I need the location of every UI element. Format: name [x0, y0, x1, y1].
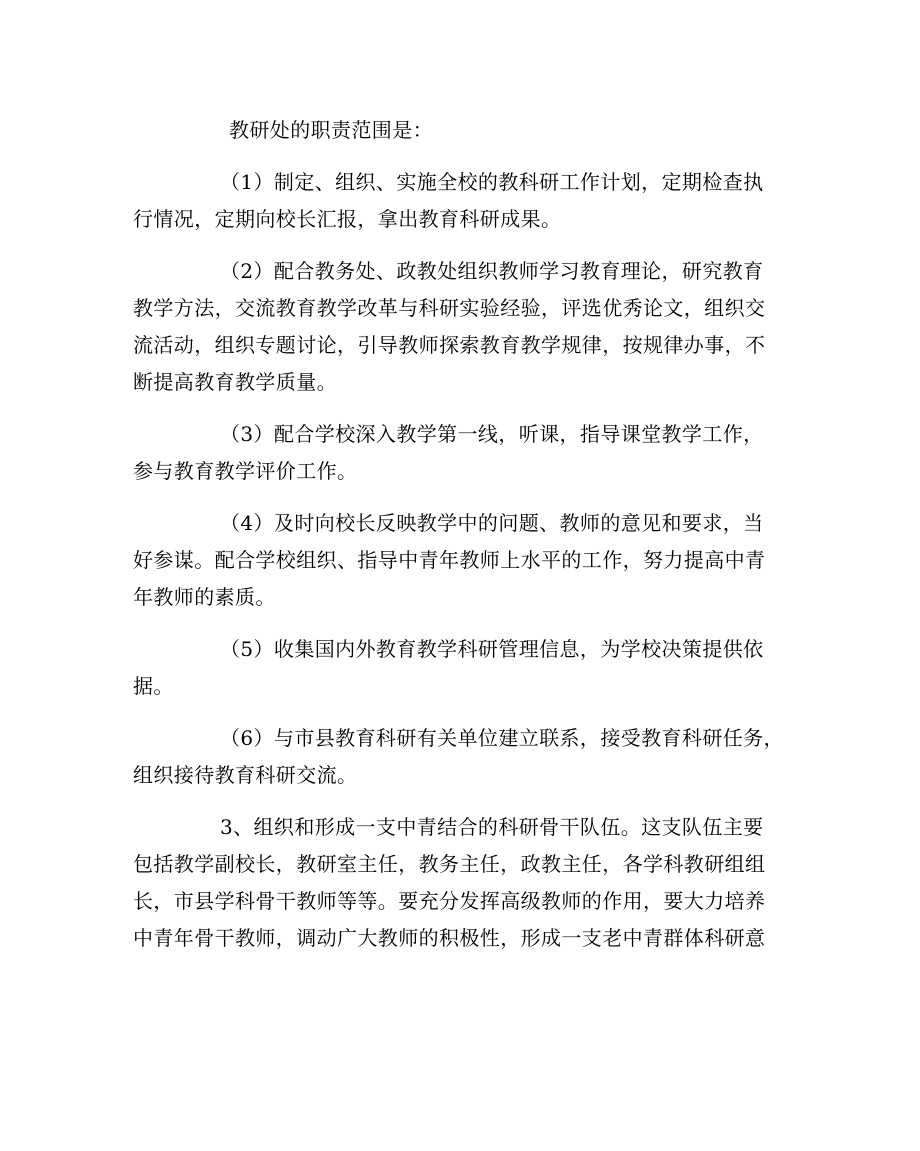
item-4-line-2: 好参谋。配合学校组织、指导中青年教师上水平的工作，努力提高中青	[133, 548, 766, 572]
item-2-paragraph	[133, 253, 783, 401]
heading-line: 教研处的职责范围是：	[229, 118, 433, 142]
item-2-line-2: 教学方法，交流教育教学改革与科研实验经验，评选优秀论文，组织交	[133, 296, 766, 320]
item-1-line-2: 行情况，定期向校长汇报，拿出教育科研成果。	[133, 207, 562, 231]
item-2-line-1: （2）配合教务处、政教处组织教师学习教育理论，研究教育	[220, 259, 764, 283]
section-3-line-4: 中青年骨干教师，调动广大教师的积极性，形成一支老中青群体科研意	[133, 926, 766, 950]
item-6-line-2: 组织接待教育科研交流。	[133, 763, 358, 787]
item-4-paragraph	[133, 505, 783, 616]
item-3-line-1: （3）配合学校深入教学第一线，听课，指导课堂教学工作，	[220, 422, 764, 446]
document-body	[133, 112, 783, 972]
section-3-line-3: 长，市县学科骨干教师等等。要充分发挥高级教师的作用，要大力培养	[133, 889, 766, 913]
item-3-line-2: 参与教育教学评价工作。	[133, 459, 358, 483]
heading-paragraph	[133, 112, 783, 149]
item-2-line-3: 流活动，组织专题讨论，引导教师探索教育教学规律，按规律办事，不	[133, 333, 766, 357]
section-3-line-2: 包括教学副校长，教研室主任，教务主任，政教主任，各学科教研组组	[133, 852, 766, 876]
item-5-line-1: （5）收集国内外教育教学科研管理信息，为学校决策提供依	[220, 637, 764, 661]
section-3-paragraph	[133, 809, 783, 957]
item-1-line-1: （1）制定、组织、实施全校的教科研工作计划，定期检查执	[220, 170, 764, 194]
item-2-line-4: 断提高教育教学质量。	[133, 370, 337, 394]
item-6-line-1: （6）与市县教育科研有关单位建立联系，接受教育科研任务，	[220, 726, 784, 750]
item-1-paragraph	[133, 164, 783, 238]
item-4-line-3: 年教师的素质。	[133, 585, 276, 609]
item-5-line-2: 据。	[133, 674, 174, 698]
item-3-paragraph	[133, 416, 783, 490]
item-5-paragraph	[133, 631, 783, 705]
item-4-line-1: （4）及时向校长反映教学中的问题、教师的意见和要求，当	[220, 511, 764, 535]
item-6-paragraph	[133, 720, 783, 794]
section-3-line-1: 3、组织和形成一支中青结合的科研骨干队伍。这支队伍主要	[220, 815, 764, 839]
